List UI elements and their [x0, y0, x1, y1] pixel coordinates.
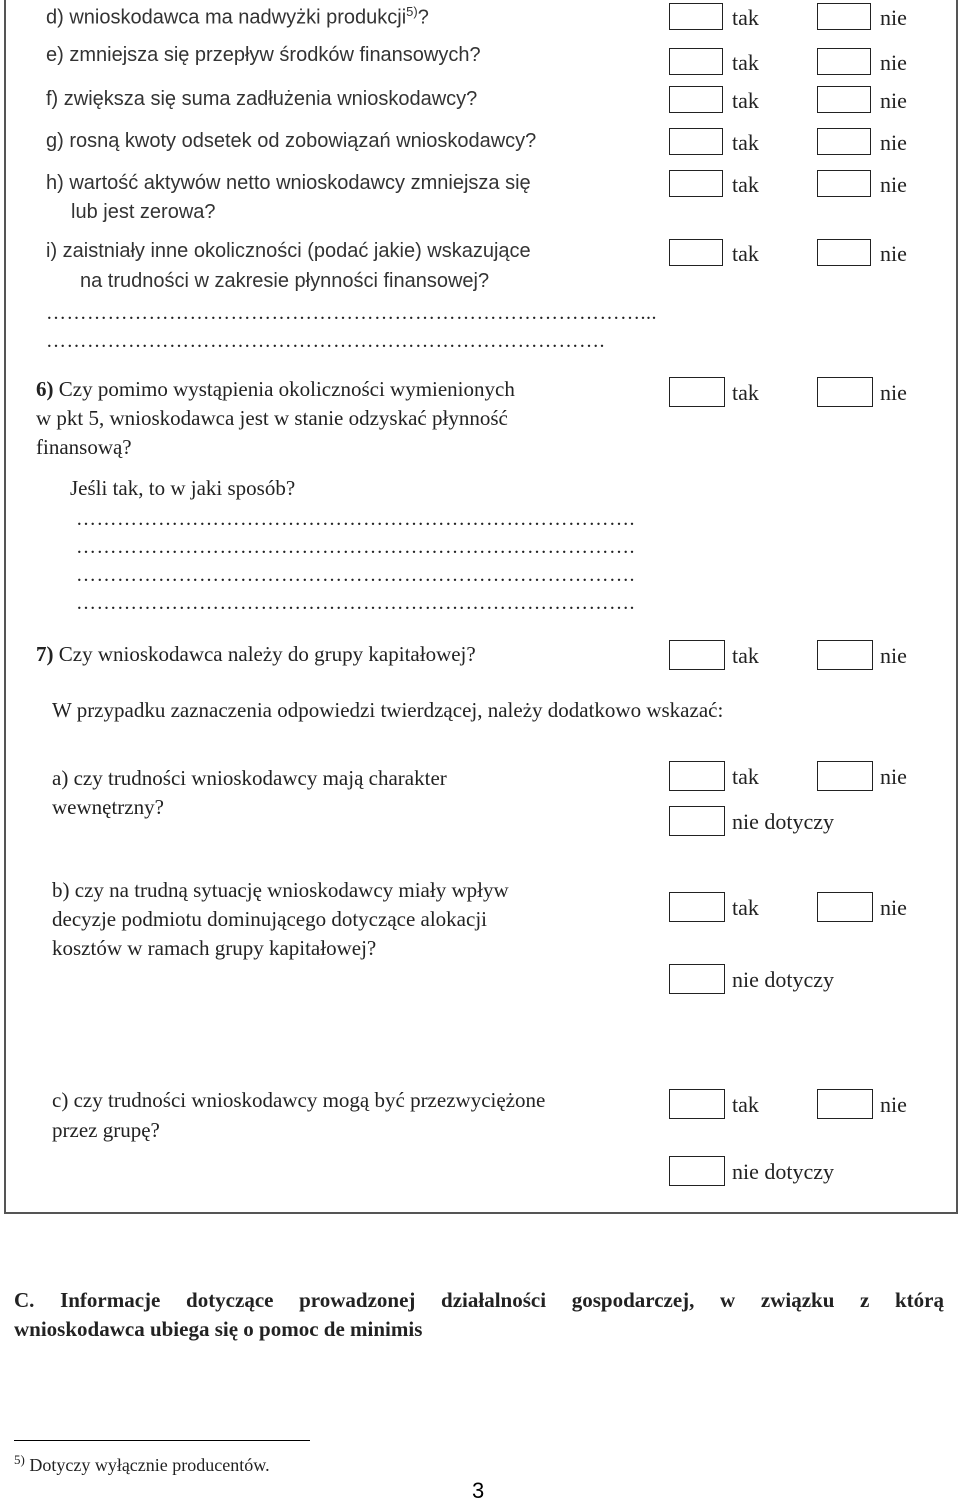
item-h-no-checkbox[interactable] — [817, 170, 871, 197]
item-g-yes-label: tak — [732, 130, 759, 155]
item-d-label: d) wnioskodawca ma nadwyżki produkcji$^{5)}$? — [46, 4, 429, 29]
item-f-no-checkbox[interactable] — [817, 86, 871, 113]
item-d-no-label: nie — [880, 5, 907, 30]
item-h-label-line2: lub jest zerowa? — [71, 201, 216, 223]
item-g-no-label: nie — [880, 130, 907, 155]
item-i-no-checkbox[interactable] — [817, 239, 871, 266]
item-e-no-label: nie — [880, 50, 907, 75]
q7a-na-label: nie dotyczy — [732, 809, 835, 834]
footnote: $^{5)}$ Dotyczy wyłącznie producentów. — [14, 1452, 270, 1475]
item-f-label: f) zwiększa się suma zadłużenia wnioskodawcy? — [46, 88, 478, 110]
item-h-yes-label: tak — [732, 172, 759, 197]
question-6-sub: Jeśli tak, to w jaki sposób? — [70, 476, 296, 500]
item-h-label-line1: h) wartość aktywów netto wnioskodawcy zmniejsza się — [46, 172, 531, 194]
q7b-label-line1: b) czy na trudną sytuację wnioskodawcy miały wpływ — [52, 878, 509, 902]
q7b-no-label: nie — [880, 895, 907, 920]
q7-yes-label: tak — [732, 643, 759, 668]
q7c-na-checkbox[interactable] — [669, 1156, 725, 1186]
item-i-no-label: nie — [880, 241, 907, 266]
q7-yes-checkbox[interactable] — [669, 640, 725, 670]
item-g-label: g) rosną kwoty odsetek od zobowiązań wnioskodawcy? — [46, 130, 537, 152]
item-e-yes-checkbox[interactable] — [669, 48, 723, 75]
q7-no-label: nie — [880, 643, 907, 668]
answer-line[interactable]: ………………………………………………………………………. — [76, 536, 635, 558]
q7-no-checkbox[interactable] — [817, 640, 873, 670]
q7a-yes-label: tak — [732, 764, 759, 789]
q7a-no-checkbox[interactable] — [817, 761, 873, 791]
q7c-label-line1: c) czy trudności wnioskodawcy mogą być przezwyciężone — [52, 1088, 546, 1112]
item-e-label: e) zmniejsza się przepływ środków finansowych? — [46, 44, 481, 66]
answer-line[interactable]: ………………………………………………………………………. — [76, 564, 635, 586]
q7c-yes-checkbox[interactable] — [669, 1089, 725, 1119]
question-6-line3: finansową? — [36, 435, 132, 459]
item-d-no-checkbox[interactable] — [817, 3, 871, 30]
question-6-number: 6) — [36, 377, 54, 401]
q7b-na-checkbox[interactable] — [669, 964, 725, 994]
q7b-label-line3: kosztów w ramach grupy kapitałowej? — [52, 936, 377, 960]
q7b-na-label: nie dotyczy — [732, 967, 835, 992]
item-i-label-line1: i) zaistniały inne okoliczności (podać jakie) wskazujące — [46, 240, 531, 262]
footnote-separator — [14, 1440, 310, 1441]
q7a-label-line1: a) czy trudności wnioskodawcy mają charakter — [52, 766, 447, 790]
item-h-no-label: nie — [880, 172, 907, 197]
answer-line[interactable]: ………………………………………………………………………. — [76, 592, 635, 614]
question-6-line2: w pkt 5, wnioskodawca jest w stanie odzyskać płynność — [36, 406, 508, 430]
answer-line[interactable]: ……………………………………………………………………………... — [46, 302, 657, 324]
q7a-na-checkbox[interactable] — [669, 806, 725, 836]
item-g-no-checkbox[interactable] — [817, 128, 871, 155]
q7b-yes-label: tak — [732, 895, 759, 920]
q7a-yes-checkbox[interactable] — [669, 761, 725, 791]
question-7-number: 7) — [36, 642, 54, 666]
item-f-yes-checkbox[interactable] — [669, 86, 723, 113]
item-h-yes-checkbox[interactable] — [669, 170, 723, 197]
item-i-yes-label: tak — [732, 241, 759, 266]
q6-no-checkbox[interactable] — [817, 377, 873, 407]
question-6-line1: 6) Czy pomimo wystąpienia okoliczności wymienionych — [36, 377, 515, 401]
item-i-yes-checkbox[interactable] — [669, 239, 723, 266]
answer-line[interactable]: ………………………………………………………………………. — [46, 330, 605, 352]
q7a-label-line2: wewnętrzny? — [52, 795, 164, 819]
q6-yes-label: tak — [732, 380, 759, 405]
page-number: 3 — [472, 1478, 485, 1503]
footnote-mark: 5) — [14, 1452, 25, 1467]
q6-no-label: nie — [880, 380, 907, 405]
q6-yes-checkbox[interactable] — [669, 377, 725, 407]
item-f-yes-label: tak — [732, 88, 759, 113]
item-e-yes-label: tak — [732, 50, 759, 75]
section-c-heading-line1: C. Informacje dotyczące prowadzonej działalności gospodarczej, w związku z którą — [14, 1288, 944, 1312]
q7c-no-label: nie — [880, 1092, 907, 1117]
item-d-yes-checkbox[interactable] — [669, 3, 723, 30]
q7a-no-label: nie — [880, 764, 907, 789]
item-i-label-line2: na trudności w zakresie płynności finansowej? — [80, 270, 490, 292]
q7c-na-label: nie dotyczy — [732, 1159, 835, 1184]
q7b-no-checkbox[interactable] — [817, 892, 873, 922]
item-g-yes-checkbox[interactable] — [669, 128, 723, 155]
item-f-no-label: nie — [880, 88, 907, 113]
item-d-yes-label: tak — [732, 5, 759, 30]
question-7-label: 7) Czy wnioskodawca należy do grupy kapitałowej? — [36, 642, 476, 666]
q7b-label-line2: decyzje podmiotu dominującego dotyczące alokacji — [52, 907, 487, 931]
q7c-yes-label: tak — [732, 1092, 759, 1117]
q7c-label-line2: przez grupę? — [52, 1118, 160, 1142]
answer-line[interactable]: ………………………………………………………………………. — [76, 508, 635, 530]
q7-note: W przypadku zaznaczenia odpowiedzi twierdzącej, należy dodatkowo wskazać: — [52, 698, 724, 722]
section-c-heading-line2: wnioskodawca ubiega się o pomoc de minimis — [14, 1317, 423, 1341]
q7c-no-checkbox[interactable] — [817, 1089, 873, 1119]
item-e-no-checkbox[interactable] — [817, 48, 871, 75]
q7b-yes-checkbox[interactable] — [669, 892, 725, 922]
